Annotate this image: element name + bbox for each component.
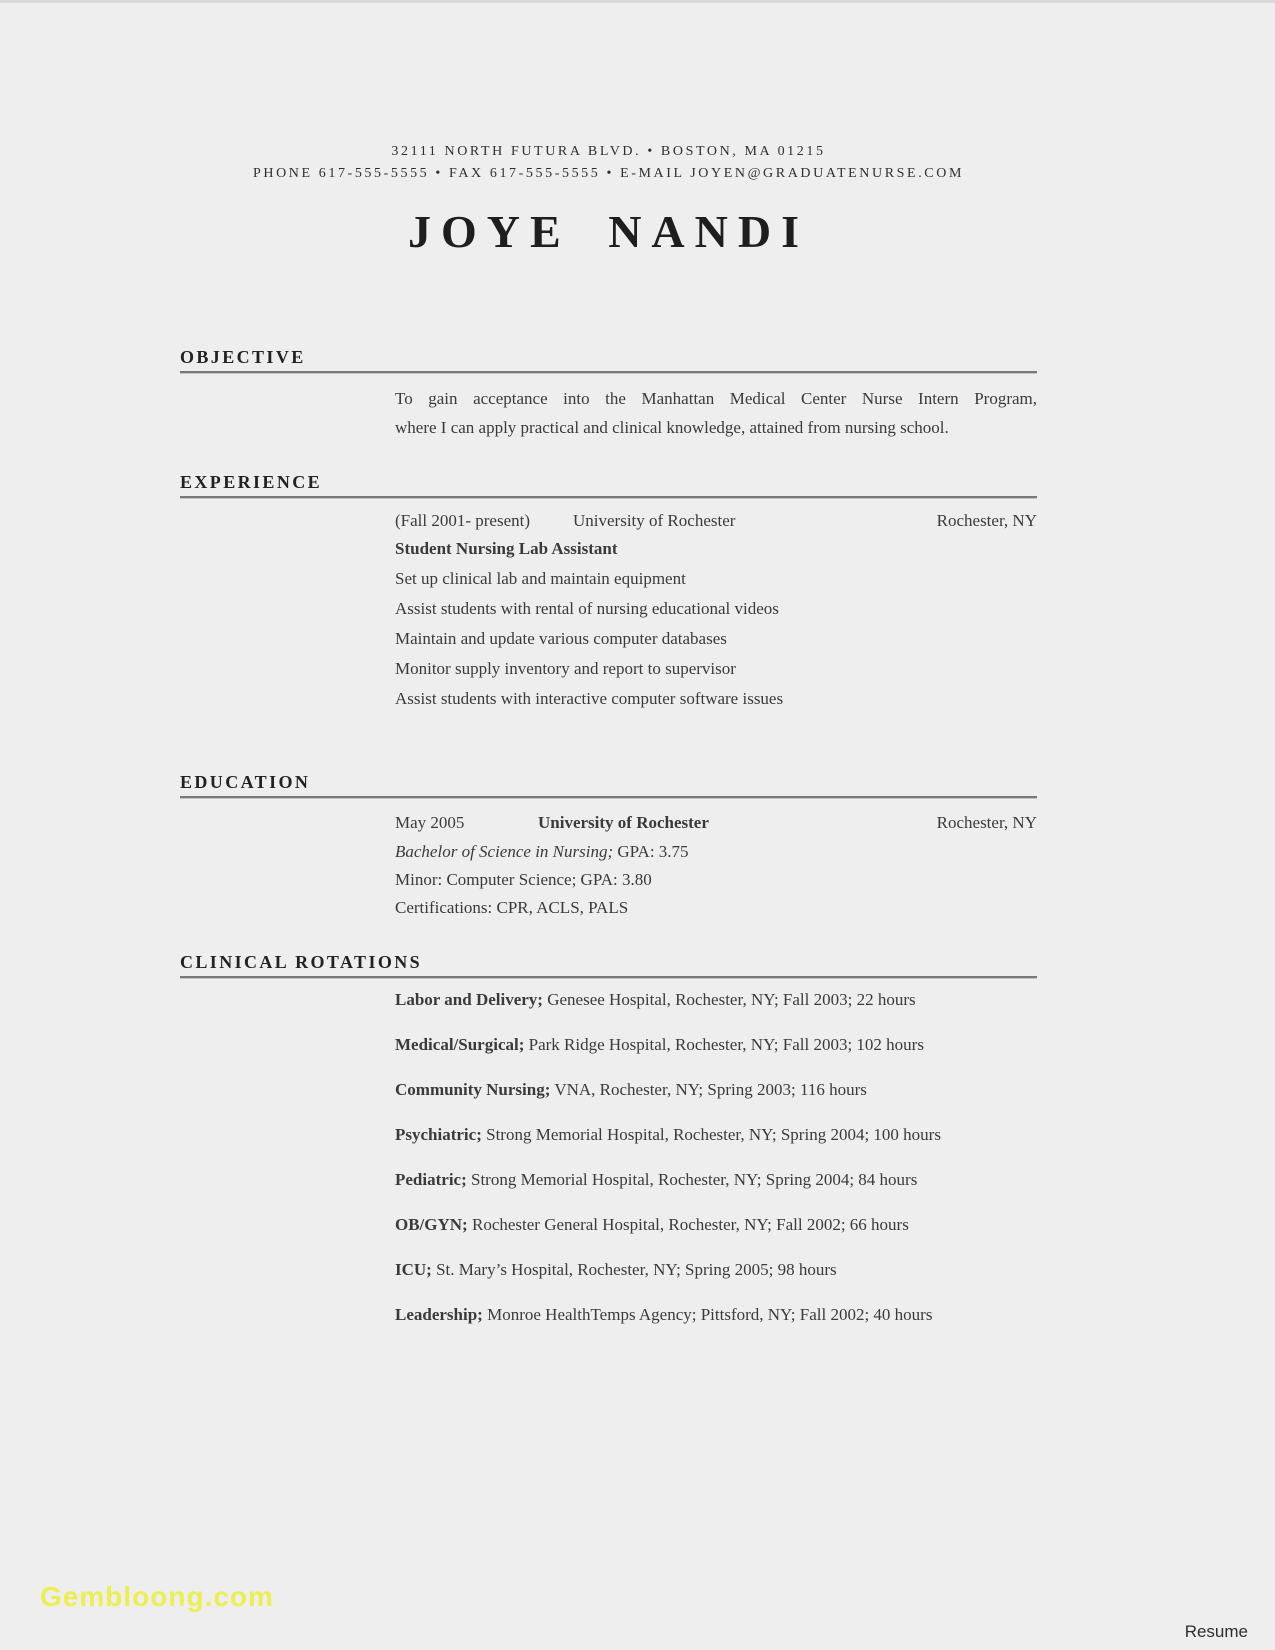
objective-divider — [180, 371, 1037, 374]
rotation-specialty: Community Nursing; — [395, 1080, 551, 1099]
experience-location: Rochester, NY — [936, 511, 1037, 530]
experience-dates: (Fall 2001- present) — [395, 511, 531, 530]
rotation-specialty: OB/GYN; — [395, 1215, 468, 1234]
section-clinical-rotations — [180, 952, 1037, 1324]
rotation-item — [395, 1126, 1037, 1144]
experience-duty: Monitor supply inventory and report to supervisor — [395, 659, 736, 678]
objective-body — [395, 384, 1037, 442]
education-entry-header — [395, 813, 1037, 833]
rotation-details: Monroe HealthTemps Agency; Pittsford, NY; Fall 2002; 40 hours — [482, 1305, 933, 1324]
experience-duty: Maintain and update various computer databases — [395, 629, 727, 648]
rotation-specialty: Medical/Surgical; — [395, 1035, 525, 1054]
education-body — [395, 813, 1037, 917]
resume-header — [180, 141, 1037, 255]
rotation-details: Strong Memorial Hospital, Rochester, NY; Spring 2004; 100 hours — [481, 1125, 941, 1144]
rotation-details: Strong Memorial Hospital, Rochester, NY; Spring 2004; 84 hours — [466, 1170, 918, 1189]
rotation-details: Rochester General Hospital, Rochester, NY; Fall 2002; 66 hours — [467, 1215, 909, 1234]
rotation-details: St. Mary’s Hospital, Rochester, NY; Spring 2005; 98 hours — [431, 1260, 837, 1279]
education-location: Rochester, NY — [936, 813, 1037, 832]
objective-heading: OBJECTIVE — [180, 347, 306, 367]
rotation-item — [395, 1036, 1037, 1054]
rotation-specialty: Pediatric; — [395, 1170, 467, 1189]
watermark: Gembloong.com — [40, 1581, 274, 1612]
experience-job-title: Student Nursing Lab Assistant — [395, 539, 618, 558]
clinical-rotations-divider — [180, 976, 1037, 979]
rotation-details: VNA, Rochester, NY; Spring 2003; 116 hours — [550, 1080, 867, 1099]
rotation-item — [395, 1171, 1037, 1189]
contact-line: PHONE 617-555-5555 • FAX 617-555-5555 • E-MAIL JOYEN@GRADUATENURSE.COM — [252, 166, 964, 181]
section-education — [180, 772, 1037, 917]
clinical-rotations-heading: CLINICAL ROTATIONS — [180, 952, 423, 972]
candidate-name: JOYE NANDI — [408, 206, 809, 257]
experience-heading: EXPERIENCE — [180, 472, 323, 492]
resume-label: Resume — [1184, 1622, 1248, 1641]
rotation-specialty: Leadership; — [395, 1305, 483, 1324]
rotation-specialty: Labor and Delivery; — [395, 990, 543, 1009]
address-line: 32111 NORTH FUTURA BLVD. • BOSTON, MA 01215 — [391, 144, 826, 159]
experience-duties — [395, 569, 1037, 708]
experience-body — [395, 511, 1037, 708]
rotation-details: Park Ridge Hospital, Rochester, NY; Fall 2003; 102 hours — [524, 1035, 924, 1054]
rotation-item — [395, 1216, 1037, 1234]
rotation-specialty: Psychiatric; — [395, 1125, 482, 1144]
experience-organization: University of Rochester — [573, 511, 736, 530]
education-institution: University of Rochester — [538, 813, 709, 832]
education-heading: EDUCATION — [180, 772, 311, 792]
rotation-item — [395, 1261, 1037, 1279]
experience-duty: Assist students with rental of nursing educational videos — [395, 599, 779, 618]
education-minor-line: Minor: Computer Science; GPA: 3.80 — [395, 870, 652, 889]
objective-text-line: where I can apply practical and clinical knowledge, attained from nursing school. — [395, 418, 949, 437]
education-degree: Bachelor of Science in Nursing; — [395, 842, 614, 861]
education-degree-line — [395, 842, 1037, 861]
experience-duty: Set up clinical lab and maintain equipment — [395, 569, 686, 588]
clinical-rotations-list — [395, 991, 1037, 1324]
education-divider — [180, 796, 1037, 799]
section-experience — [180, 472, 1037, 708]
education-certifications-line: Certifications: CPR, ACLS, PALS — [395, 898, 629, 917]
experience-duty: Assist students with interactive computer software issues — [395, 689, 784, 708]
experience-entry-header — [395, 511, 1037, 531]
section-objective — [180, 347, 1037, 442]
rotation-specialty: ICU; — [395, 1260, 432, 1279]
rotation-details: Genesee Hospital, Rochester, NY; Fall 2003; 22 hours — [542, 990, 916, 1009]
objective-text-line: To gain acceptance into the Manhattan Medical Center Nurse Intern Program, — [395, 389, 1037, 408]
experience-divider — [180, 496, 1037, 499]
rotation-item — [395, 1081, 1037, 1099]
rotation-item — [395, 991, 1037, 1009]
rotation-item — [395, 1306, 1037, 1324]
education-date: May 2005 — [395, 813, 465, 832]
education-degree-gpa: GPA: 3.75 — [613, 842, 689, 861]
